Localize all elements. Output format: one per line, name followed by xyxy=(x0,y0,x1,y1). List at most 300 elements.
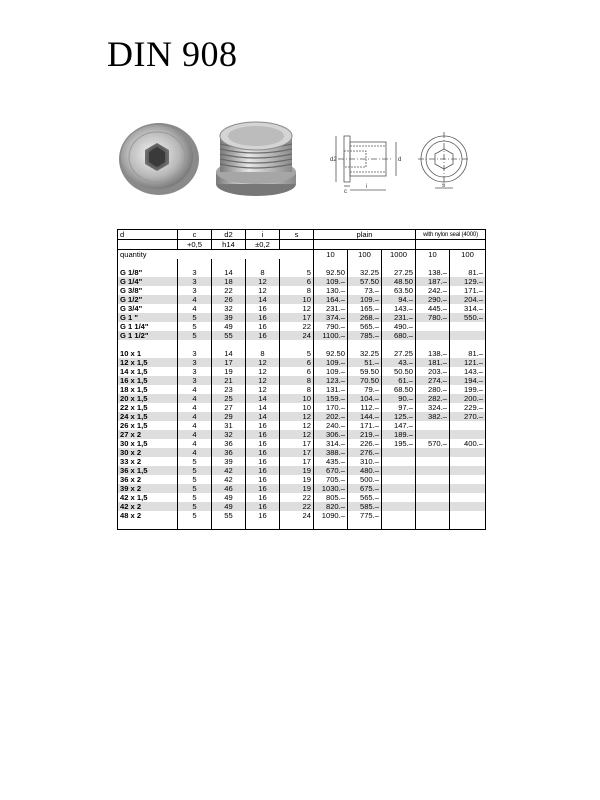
col-header-i: i xyxy=(246,230,280,240)
cell-c: 5 xyxy=(178,511,212,520)
label-d2: d2 xyxy=(330,157,337,163)
cell-d: 26 x 1,5 xyxy=(118,421,178,430)
cell-s: 12 xyxy=(280,412,314,421)
cell-p10: 159.– xyxy=(314,394,348,403)
cell-i: 16 xyxy=(246,430,280,439)
cell-d: 42 x 2 xyxy=(118,502,178,511)
table-row xyxy=(118,322,486,331)
cell-d2: 55 xyxy=(212,331,246,340)
cell-d2: 18 xyxy=(212,277,246,286)
cell-p1000: 63.50 xyxy=(382,286,416,295)
cell-d2: 36 xyxy=(212,439,246,448)
cell-n10 xyxy=(416,421,450,430)
cell-d2: 32 xyxy=(212,304,246,313)
plug-front-photo xyxy=(113,115,209,199)
cell-s: 5 xyxy=(280,268,314,277)
cell-p1000: 231.– xyxy=(382,313,416,322)
cell-s: 12 xyxy=(280,304,314,313)
technical-drawing xyxy=(322,124,480,194)
cell-i: 12 xyxy=(246,277,280,286)
cell-n100 xyxy=(450,511,486,520)
cell-c: 5 xyxy=(178,502,212,511)
cell-i: 12 xyxy=(246,286,280,295)
quantity-row xyxy=(118,250,486,260)
cell-p1000 xyxy=(382,484,416,493)
table-row xyxy=(118,511,486,520)
cell-p100: 480.– xyxy=(348,466,382,475)
table-row xyxy=(118,295,486,304)
cell-n100: 81.– xyxy=(450,349,486,358)
quantity-plain-1000: 1000 xyxy=(382,250,416,260)
cell-p100: 775.– xyxy=(348,511,382,520)
cell-i: 8 xyxy=(246,268,280,277)
cell-p1000: 97.– xyxy=(382,403,416,412)
cell-p10: 92.50 xyxy=(314,349,348,358)
cell-i: 16 xyxy=(246,331,280,340)
cell-s: 24 xyxy=(280,331,314,340)
cell-c: 5 xyxy=(178,313,212,322)
cell-p1000: 48.50 xyxy=(382,277,416,286)
quantity-label: quantity xyxy=(118,250,178,260)
cell-c: 3 xyxy=(178,349,212,358)
quantity-plain-100: 100 xyxy=(348,250,382,260)
table-row xyxy=(118,475,486,484)
cell-p100: 51.– xyxy=(348,358,382,367)
cell-n100: 270.– xyxy=(450,412,486,421)
cell-n10 xyxy=(416,511,450,520)
cell-c: 5 xyxy=(178,457,212,466)
cell-d: G 3/8" xyxy=(118,286,178,295)
cell-c: 5 xyxy=(178,466,212,475)
cell-p10: 435.– xyxy=(314,457,348,466)
col-header-c: c xyxy=(178,230,212,240)
cell-n10: 203.– xyxy=(416,367,450,376)
cell-c: 4 xyxy=(178,403,212,412)
col-header-nylon: with nylon seal (4000) xyxy=(416,230,486,240)
cell-d2: 42 xyxy=(212,475,246,484)
cell-i: 16 xyxy=(246,421,280,430)
quantity-nylon-100: 100 xyxy=(450,250,486,260)
cell-n10 xyxy=(416,475,450,484)
cell-d2: 39 xyxy=(212,313,246,322)
cell-d: 48 x 2 xyxy=(118,511,178,520)
cell-d: 33 x 2 xyxy=(118,457,178,466)
cell-d2: 42 xyxy=(212,466,246,475)
label-d: d xyxy=(398,157,402,163)
cell-n100 xyxy=(450,475,486,484)
cell-n10: 445.– xyxy=(416,304,450,313)
cell-i: 16 xyxy=(246,502,280,511)
spacer-row xyxy=(118,520,486,530)
cell-n10: 181.– xyxy=(416,358,450,367)
cell-s: 8 xyxy=(280,385,314,394)
cell-c: 4 xyxy=(178,385,212,394)
cell-p10: 123.– xyxy=(314,376,348,385)
cell-p100: 268.– xyxy=(348,313,382,322)
cell-n100 xyxy=(450,457,486,466)
cell-c: 3 xyxy=(178,376,212,385)
cell-d2: 31 xyxy=(212,421,246,430)
cell-p1000 xyxy=(382,502,416,511)
cell-n10 xyxy=(416,457,450,466)
cell-n100: 143.– xyxy=(450,367,486,376)
cell-p10: 109.– xyxy=(314,277,348,286)
cell-c: 5 xyxy=(178,484,212,493)
cell-p10: 1100.– xyxy=(314,331,348,340)
tolerance-c: +0,5 xyxy=(178,240,212,250)
cell-p1000 xyxy=(382,493,416,502)
cell-d: 42 x 1,5 xyxy=(118,493,178,502)
table-row xyxy=(118,403,486,412)
cell-d2: 14 xyxy=(212,349,246,358)
cell-n100: 550.– xyxy=(450,313,486,322)
cell-s: 8 xyxy=(280,286,314,295)
table-row xyxy=(118,277,486,286)
cell-s: 22 xyxy=(280,502,314,511)
cell-p1000: 143.– xyxy=(382,304,416,313)
cell-d2: 39 xyxy=(212,457,246,466)
cell-n100: 129.– xyxy=(450,277,486,286)
cell-n10 xyxy=(416,448,450,457)
cell-p10: 1030.– xyxy=(314,484,348,493)
cell-p1000: 125.– xyxy=(382,412,416,421)
cell-n100: 314.– xyxy=(450,304,486,313)
cell-p1000: 490.– xyxy=(382,322,416,331)
cell-d: 20 x 1,5 xyxy=(118,394,178,403)
cell-d2: 36 xyxy=(212,448,246,457)
cell-p100: 73.– xyxy=(348,286,382,295)
cell-n100: 200.– xyxy=(450,394,486,403)
cell-n100 xyxy=(450,466,486,475)
cell-d: 30 x 1,5 xyxy=(118,439,178,448)
cell-d2: 55 xyxy=(212,511,246,520)
table-row xyxy=(118,484,486,493)
cell-p10: 240.– xyxy=(314,421,348,430)
cell-p10: 705.– xyxy=(314,475,348,484)
cell-d2: 32 xyxy=(212,430,246,439)
cell-s: 6 xyxy=(280,277,314,286)
table-row xyxy=(118,457,486,466)
cell-s: 10 xyxy=(280,295,314,304)
cell-p10: 170.– xyxy=(314,403,348,412)
cell-i: 16 xyxy=(246,322,280,331)
cell-p100: 276.– xyxy=(348,448,382,457)
cell-d2: 49 xyxy=(212,493,246,502)
cell-s: 19 xyxy=(280,475,314,484)
cell-n10: 138.– xyxy=(416,349,450,358)
cell-i: 16 xyxy=(246,484,280,493)
cell-p1000 xyxy=(382,466,416,475)
cell-p100: 70.50 xyxy=(348,376,382,385)
cell-p10: 92.50 xyxy=(314,268,348,277)
cell-p1000 xyxy=(382,475,416,484)
cell-n10: 274.– xyxy=(416,376,450,385)
cell-n100 xyxy=(450,493,486,502)
cell-d2: 49 xyxy=(212,322,246,331)
cell-n100: 204.– xyxy=(450,295,486,304)
cell-d2: 25 xyxy=(212,394,246,403)
cell-c: 4 xyxy=(178,394,212,403)
cell-p10: 314.– xyxy=(314,439,348,448)
cell-c: 3 xyxy=(178,277,212,286)
cell-c: 4 xyxy=(178,295,212,304)
cell-i: 12 xyxy=(246,367,280,376)
cell-p10: 109.– xyxy=(314,367,348,376)
cell-n10: 282.– xyxy=(416,394,450,403)
cell-n100 xyxy=(450,484,486,493)
cell-d: 10 x 1 xyxy=(118,349,178,358)
cell-p10: 805.– xyxy=(314,493,348,502)
cell-p100: 565.– xyxy=(348,322,382,331)
cell-n10: 280.– xyxy=(416,385,450,394)
cell-d: 36 x 2 xyxy=(118,475,178,484)
cell-p100: 32.25 xyxy=(348,268,382,277)
cell-p100: 59.50 xyxy=(348,367,382,376)
cell-p100: 57.50 xyxy=(348,277,382,286)
table-row xyxy=(118,493,486,502)
cell-n10: 242.– xyxy=(416,286,450,295)
cell-p10: 130.– xyxy=(314,286,348,295)
cell-p10: 1090.– xyxy=(314,511,348,520)
table-row xyxy=(118,313,486,322)
cell-s: 12 xyxy=(280,421,314,430)
cell-s: 22 xyxy=(280,322,314,331)
cell-c: 3 xyxy=(178,286,212,295)
cell-d: 24 x 1,5 xyxy=(118,412,178,421)
cell-p100: 104.– xyxy=(348,394,382,403)
cell-p100: 165.– xyxy=(348,304,382,313)
cell-p1000: 90.– xyxy=(382,394,416,403)
cell-c: 4 xyxy=(178,448,212,457)
table-row xyxy=(118,502,486,511)
cell-s: 8 xyxy=(280,376,314,385)
cell-s: 12 xyxy=(280,430,314,439)
cell-d2: 29 xyxy=(212,412,246,421)
cell-n100 xyxy=(450,502,486,511)
cell-p10: 670.– xyxy=(314,466,348,475)
spacer-row xyxy=(118,259,486,268)
cell-d: G 1 " xyxy=(118,313,178,322)
cell-s: 19 xyxy=(280,484,314,493)
cell-n100: 229.– xyxy=(450,403,486,412)
page-title: DIN 908 xyxy=(107,34,238,74)
cell-i: 12 xyxy=(246,376,280,385)
cell-p100: 226.– xyxy=(348,439,382,448)
cell-i: 12 xyxy=(246,385,280,394)
cell-n100: 400.– xyxy=(450,439,486,448)
cell-n10: 780.– xyxy=(416,313,450,322)
cell-c: 4 xyxy=(178,439,212,448)
cell-d2: 23 xyxy=(212,385,246,394)
cell-p10: 388.– xyxy=(314,448,348,457)
spacer-row xyxy=(118,340,486,349)
cell-s: 17 xyxy=(280,457,314,466)
cell-p100: 171.– xyxy=(348,421,382,430)
table-row xyxy=(118,304,486,313)
cell-n10 xyxy=(416,322,450,331)
cell-n100: 199.– xyxy=(450,385,486,394)
cell-c: 4 xyxy=(178,304,212,313)
cell-d: 14 x 1,5 xyxy=(118,367,178,376)
table-row xyxy=(118,268,486,277)
cell-d: 22 x 1,5 xyxy=(118,403,178,412)
cell-n100: 194.– xyxy=(450,376,486,385)
cell-n10 xyxy=(416,331,450,340)
cell-i: 8 xyxy=(246,349,280,358)
cell-d2: 19 xyxy=(212,367,246,376)
table-row xyxy=(118,376,486,385)
cell-d: G 1 1/2" xyxy=(118,331,178,340)
table-row xyxy=(118,466,486,475)
cell-s: 19 xyxy=(280,466,314,475)
cell-d2: 14 xyxy=(212,268,246,277)
cell-n10 xyxy=(416,502,450,511)
cell-d: 30 x 2 xyxy=(118,448,178,457)
cell-p100: 144.– xyxy=(348,412,382,421)
table-row xyxy=(118,439,486,448)
cell-n10 xyxy=(416,493,450,502)
cell-d: G 1/4" xyxy=(118,277,178,286)
cell-n100 xyxy=(450,322,486,331)
cell-d2: 27 xyxy=(212,403,246,412)
cell-s: 5 xyxy=(280,349,314,358)
cell-p1000: 680.– xyxy=(382,331,416,340)
cell-c: 3 xyxy=(178,268,212,277)
cell-s: 17 xyxy=(280,439,314,448)
cell-c: 4 xyxy=(178,421,212,430)
cell-s: 22 xyxy=(280,493,314,502)
cell-i: 16 xyxy=(246,475,280,484)
cell-i: 14 xyxy=(246,295,280,304)
cell-p10: 374.– xyxy=(314,313,348,322)
tolerance-d2: h14 xyxy=(212,240,246,250)
label-i: i xyxy=(366,184,368,190)
cell-d: 18 x 1,5 xyxy=(118,385,178,394)
plug-thread-photo xyxy=(208,114,304,200)
cell-p10: 231.– xyxy=(314,304,348,313)
table-row xyxy=(118,349,486,358)
cell-s: 10 xyxy=(280,394,314,403)
cell-s: 10 xyxy=(280,403,314,412)
cell-d: 36 x 1,5 xyxy=(118,466,178,475)
cell-n10: 570.– xyxy=(416,439,450,448)
cell-n10: 382.– xyxy=(416,412,450,421)
cell-c: 4 xyxy=(178,412,212,421)
cell-p1000 xyxy=(382,457,416,466)
cell-p1000: 50.50 xyxy=(382,367,416,376)
cell-n100 xyxy=(450,430,486,439)
cell-p100: 112.– xyxy=(348,403,382,412)
tolerance-i: ±0,2 xyxy=(246,240,280,250)
cell-d2: 26 xyxy=(212,295,246,304)
cell-c: 5 xyxy=(178,331,212,340)
cell-n100: 121.– xyxy=(450,358,486,367)
cell-c: 4 xyxy=(178,430,212,439)
cell-p100: 310.– xyxy=(348,457,382,466)
cell-s: 17 xyxy=(280,313,314,322)
cell-d: 16 x 1,5 xyxy=(118,376,178,385)
cell-p100: 109.– xyxy=(348,295,382,304)
cell-d: G 1/8" xyxy=(118,268,178,277)
cell-p100: 585.– xyxy=(348,502,382,511)
cell-n10: 324.– xyxy=(416,403,450,412)
cell-p100: 675.– xyxy=(348,484,382,493)
cell-p1000: 27.25 xyxy=(382,349,416,358)
table-row xyxy=(118,286,486,295)
cell-p100: 32.25 xyxy=(348,349,382,358)
cell-n100: 81.– xyxy=(450,268,486,277)
cell-s: 24 xyxy=(280,511,314,520)
cell-p10: 790.– xyxy=(314,322,348,331)
cell-p10: 164.– xyxy=(314,295,348,304)
col-header-d: d xyxy=(118,230,178,240)
table-row xyxy=(118,367,486,376)
cell-i: 14 xyxy=(246,394,280,403)
cell-p10: 131.– xyxy=(314,385,348,394)
cell-c: 5 xyxy=(178,493,212,502)
quantity-nylon-10: 10 xyxy=(416,250,450,260)
cell-p10: 109.– xyxy=(314,358,348,367)
cell-n100 xyxy=(450,331,486,340)
cell-n10 xyxy=(416,466,450,475)
dimension-price-table xyxy=(117,229,486,530)
cell-n10 xyxy=(416,484,450,493)
cell-i: 16 xyxy=(246,304,280,313)
table-row xyxy=(118,394,486,403)
table-row xyxy=(118,358,486,367)
cell-c: 3 xyxy=(178,358,212,367)
cell-p1000: 43.– xyxy=(382,358,416,367)
cell-d: 12 x 1,5 xyxy=(118,358,178,367)
cell-n100: 171.– xyxy=(450,286,486,295)
cell-p1000: 195.– xyxy=(382,439,416,448)
cell-p100: 219.– xyxy=(348,430,382,439)
cell-d: G 1 1/4" xyxy=(118,322,178,331)
cell-p1000 xyxy=(382,511,416,520)
cell-n10: 187.– xyxy=(416,277,450,286)
cell-i: 16 xyxy=(246,511,280,520)
cell-p1000: 68.50 xyxy=(382,385,416,394)
cell-d: 39 x 2 xyxy=(118,484,178,493)
cell-s: 17 xyxy=(280,448,314,457)
col-header-s: s xyxy=(280,230,314,240)
cell-n100 xyxy=(450,421,486,430)
cell-p100: 565.– xyxy=(348,493,382,502)
cell-c: 3 xyxy=(178,367,212,376)
col-header-plain: plain xyxy=(314,230,416,240)
cell-i: 16 xyxy=(246,466,280,475)
cell-p1000: 94.– xyxy=(382,295,416,304)
cell-n10: 138.– xyxy=(416,268,450,277)
cell-p1000: 27.25 xyxy=(382,268,416,277)
cell-i: 14 xyxy=(246,412,280,421)
cell-n10 xyxy=(416,430,450,439)
cell-c: 5 xyxy=(178,475,212,484)
cell-d: 27 x 2 xyxy=(118,430,178,439)
label-s: s xyxy=(442,183,445,189)
table-row xyxy=(118,385,486,394)
cell-d2: 21 xyxy=(212,376,246,385)
table-row xyxy=(118,430,486,439)
cell-c: 5 xyxy=(178,322,212,331)
cell-d2: 49 xyxy=(212,502,246,511)
cell-d: G 3/4" xyxy=(118,304,178,313)
cell-p100: 785.– xyxy=(348,331,382,340)
table-row xyxy=(118,331,486,340)
cell-p10: 820.– xyxy=(314,502,348,511)
cell-p100: 79.– xyxy=(348,385,382,394)
cell-i: 16 xyxy=(246,493,280,502)
